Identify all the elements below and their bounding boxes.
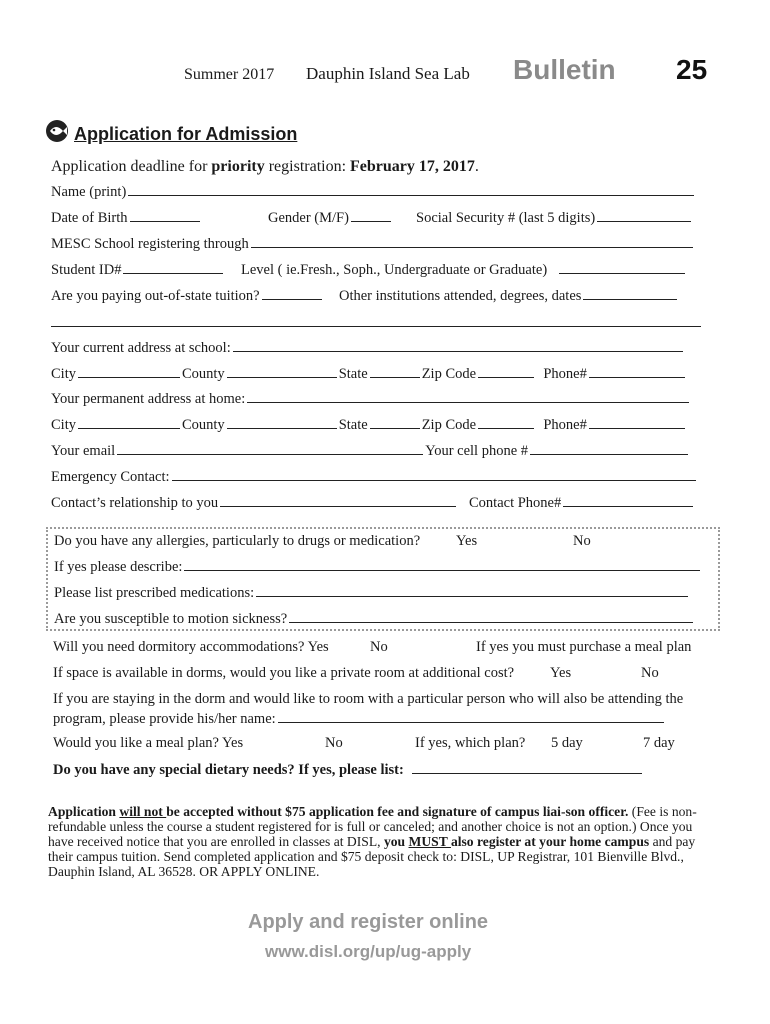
cell-blank[interactable] [530,442,688,455]
seven-day-option[interactable]: 7 day [643,735,675,751]
email-label: Your email [51,443,116,459]
other-inst-label: Other institutions attended, degrees, dates [339,288,582,304]
out-of-state-field[interactable] [51,287,324,305]
emergency-blank[interactable] [172,468,696,481]
level-label: Level ( ie.Fresh., Soph., Undergraduate or Graduate) [241,262,548,278]
name-blank[interactable] [128,183,694,196]
motion-blank[interactable] [289,610,693,623]
city-row-1[interactable] [51,365,687,383]
county-label: County [181,366,225,382]
header-lab-name: Dauphin Island Sea Lab [306,64,470,83]
gender-label: Gender (M/F) [268,210,349,226]
phone-label: Phone# [543,417,587,433]
describe-label: If yes please describe: [54,559,183,575]
five-day-option[interactable]: 5 day [551,735,583,751]
level-field[interactable] [241,261,687,279]
header-season: Summer 2017 [184,66,275,83]
ssn-field[interactable] [416,209,693,227]
relationship-field[interactable] [51,494,458,512]
header-bulletin: Bulletin [513,54,616,85]
gender-blank[interactable] [351,209,391,222]
notice-must: MUST [408,834,451,849]
notice-will-not: will not [119,804,167,819]
mesc-field[interactable] [51,235,695,253]
state-label: State [338,417,368,433]
zip-blank[interactable] [478,416,534,429]
emergency-label: Emergency Contact: [51,469,170,485]
prescribed-field[interactable] [54,584,690,602]
relationship-label: Contact’s relationship to you [51,495,219,511]
dietary-blank[interactable] [412,761,642,774]
cell-label: Your cell phone # [425,443,529,459]
roommate-field[interactable] [53,710,666,728]
city-label: City [51,417,76,433]
page-title: Application for Admission [74,124,298,144]
dob-blank[interactable] [130,209,200,222]
city-blank[interactable] [78,365,180,378]
dietary-field[interactable] [53,761,644,779]
ssn-label: Social Security # (last 5 digits) [416,210,596,226]
level-blank[interactable] [559,261,685,274]
meal-plan-note: If yes you must purchase a meal plan [476,639,692,655]
zip-label: Zip Code [421,366,477,382]
current-address-blank[interactable] [233,339,683,352]
name-field[interactable] [51,183,696,201]
phone-blank[interactable] [589,416,685,429]
dob-field[interactable] [51,209,202,227]
prescribed-label: Please list prescribed medications: [54,585,255,601]
phone-label: Phone# [543,366,587,382]
notice-you: you [383,834,409,849]
state-label: State [338,366,368,382]
county-blank[interactable] [227,365,337,378]
county-label: County [181,417,225,433]
current-address-label: Your current address at school: [51,340,231,356]
state-blank[interactable] [370,416,420,429]
motion-label: Are you susceptible to motion sickness? [54,611,288,627]
email-field[interactable] [51,442,690,460]
mesc-label: MESC School registering through [51,236,249,252]
city-blank[interactable] [78,416,180,429]
relationship-blank[interactable] [220,494,456,507]
private-yes-option[interactable]: Yes [550,665,572,681]
meal-plan-question[interactable]: Would you like a meal plan? Yes [53,735,244,751]
state-blank[interactable] [370,365,420,378]
contact-phone-blank[interactable] [563,494,693,507]
deadline-date: February 17, 2017 [350,158,475,175]
deadline-suffix: . [474,158,479,175]
student-id-blank[interactable] [123,261,223,274]
notice-part-2: be accepted without $75 application fee and signature of campus liai-son officer. [166,804,629,819]
dietary-label: Do you have any special dietary needs? If yes, please list: [53,762,404,778]
permanent-address-blank[interactable] [247,390,689,403]
gender-field[interactable] [268,209,393,227]
other-inst-blank[interactable] [583,287,677,300]
contact-phone-field[interactable] [469,494,695,512]
private-room-question: If space is available in dorms, would you like a private room at additional cost? [53,665,515,681]
motion-field[interactable] [54,610,695,628]
deadline-mid: registration: [264,158,351,175]
ssn-blank[interactable] [597,209,691,222]
dorm-no-option[interactable]: No [370,639,388,655]
apply-url-link[interactable]: www.disl.org/up/ug-apply [265,942,472,961]
which-plan-label: If yes, which plan? [415,735,526,751]
notice-part-1: Application [48,804,120,819]
dob-label: Date of Birth [51,210,128,226]
notice-also: also register at your home campus [450,834,650,849]
roommate-blank[interactable] [278,710,664,723]
other-inst-field[interactable] [339,287,679,305]
student-id-label: Student ID# [51,262,122,278]
deadline-priority: priority [211,158,265,175]
dorm-question[interactable]: Will you need dormitory accommodations? Yes [53,639,329,655]
email-blank[interactable] [117,442,423,455]
deadline-line [51,158,479,176]
current-address-field[interactable] [51,339,685,357]
prescribed-blank[interactable] [256,584,688,597]
describe-blank[interactable] [184,558,700,571]
deadline-prefix: Application deadline for [51,158,212,175]
meal-no-option[interactable]: No [325,735,343,751]
zip-label: Zip Code [421,417,477,433]
city-row-2[interactable] [51,416,687,434]
out-of-state-blank[interactable] [262,287,322,300]
notice-part-4: and pay their campus tuition. Send completed application and $75 deposit check to: DISL, UP Registrar, 101 Bienville Blvd., Dauphin Island, AL 36528. OR APPLY ONLINE. [48,834,696,879]
apply-headline: Apply and register online [248,911,489,933]
phone-blank[interactable] [589,365,685,378]
allergies-yes-option[interactable]: Yes [456,533,478,549]
permanent-address-label: Your permanent address at home: [51,391,246,407]
describe-field[interactable] [54,558,702,576]
roommate-label: program, please provide his/her name: [53,711,276,727]
contact-phone-label: Contact Phone# [469,495,562,511]
private-no-option[interactable]: No [641,665,659,681]
notice-part-3: (Fee is non- refundable unless the course a student registered for is full or canceled; and another choice is not an option.) Once you have received notice that you are enrolled in classes at DISL, [48,804,697,849]
zip-blank[interactable] [478,365,534,378]
county-blank[interactable] [227,416,337,429]
out-of-state-label: Are you paying out-of-state tuition? [51,288,260,304]
roommate-line-1: If you are staying in the dorm and would like to room with a particular person who will also be attending the [53,691,684,707]
mesc-blank[interactable] [251,235,693,248]
student-id-field[interactable] [51,261,225,279]
city-label: City [51,366,76,382]
emergency-field[interactable] [51,468,698,486]
page-number: 25 [676,54,708,85]
name-label: Name (print) [51,184,127,200]
allergies-question: Do you have any allergies, particularly to drugs or medication? [54,533,421,549]
other-inst-continuation-line[interactable] [51,326,701,327]
allergies-no-option[interactable]: No [573,533,591,549]
fee-notice-paragraph [48,804,708,879]
permanent-address-field[interactable] [51,390,691,408]
fish-logo-icon [46,120,68,142]
